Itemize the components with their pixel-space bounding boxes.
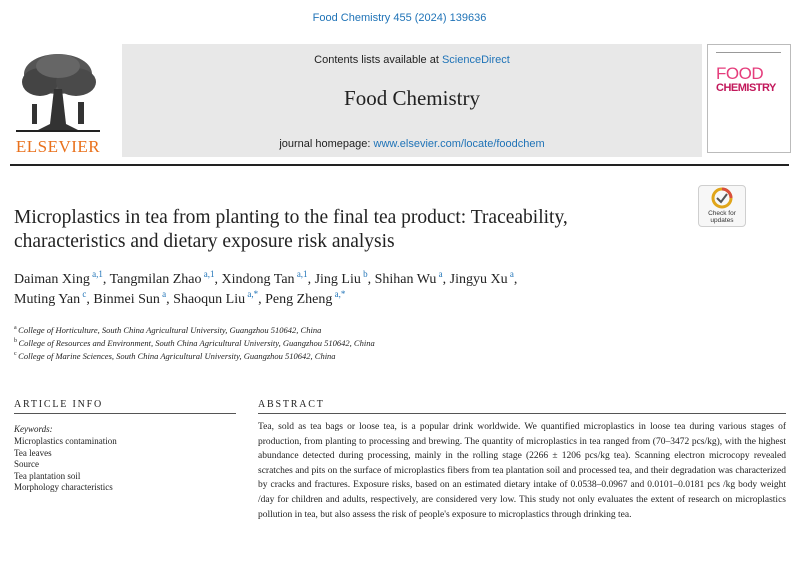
sciencedirect-link[interactable]: ScienceDirect (441, 54, 510, 66)
affiliation-marker: c (14, 351, 19, 357)
header-divider (10, 164, 789, 166)
article-info-rule (14, 413, 236, 414)
keyword-item: Tea leaves (14, 447, 52, 458)
keywords-label: Keywords: (14, 424, 53, 434)
elsevier-logo[interactable] (10, 44, 118, 157)
article-title: Microplastics in tea from planting to the final tea product: Traceability, characteristics and dietary exposure risk analysis (14, 207, 568, 252)
affiliation-list (14, 324, 714, 363)
author-affiliation-marker[interactable]: a,1 (201, 269, 215, 279)
homepage-prefix: journal homepage: (279, 138, 374, 150)
author-affiliation-marker[interactable]: a,1 (294, 269, 308, 279)
affiliation-marker: a (14, 325, 19, 331)
cover-title-line1: FOOD (716, 64, 764, 83)
author-name[interactable]: Xindong Tan (221, 272, 295, 287)
author-affiliation-marker[interactable]: a (436, 269, 443, 279)
affiliation-text: College of Horticulture, South China Agricultural University, Guangzhou 510642, China (18, 325, 322, 335)
journal-citation[interactable]: Food Chemistry 455 (2024) 139636 (312, 12, 487, 24)
author-affiliation-marker[interactable]: a,1 (89, 269, 103, 279)
publisher-wordmark: ELSEVIER (15, 137, 101, 156)
journal-homepage-link[interactable]: www.elsevier.com/locate/foodchem (373, 138, 545, 150)
author-name[interactable]: Binmei Sun (93, 292, 160, 307)
cover-title-line2: CHEMISTRY (716, 82, 776, 94)
keyword-list (14, 436, 117, 494)
abstract-text: Tea, sold as tea bags or loose tea, is a popular drink worldwide. We quantified microplastics in loose tea during various stages of production, from planting to processing and brewing. The quantity of microplastics in tea ranged from (70–3472 pcs/kg), with the highest abundance detected during processing, mainly in the rolling stage (2266 ± 1206 pcs/kg tea). Scanning electron microcopy revealed scratches and pits on the surface of microplastics fibers from tea plantation soil and processed tea, and their degradation was characterized by cracks and fractures. Exposure risks, based on an estimated dietary intake of 0.0538–0.0967 and 0.0101–0.0181 pcs /kg body weight /day for children and adults, respectively, are considered very low. This study not only evaluates the extent of research on microplastics pollution in tea, but also assess the risk of people's exposure to microplastics through drinking tea. (258, 422, 786, 520)
article-info-heading: ARTICLE INFO (14, 399, 104, 410)
cover-rule (716, 52, 781, 53)
check-updates-icon (699, 186, 745, 210)
keyword-item: Microplastics contamination (14, 436, 117, 446)
author-name[interactable]: Peng Zheng (265, 292, 333, 307)
affiliation-marker: b (14, 338, 19, 344)
affiliation-line (14, 350, 714, 363)
check-for-updates-button[interactable] (698, 185, 746, 227)
author-affiliation-marker[interactable]: a (159, 289, 167, 299)
author-name[interactable]: Muting Yan (14, 292, 81, 307)
keyword-item: Morphology characteristics (14, 482, 113, 492)
check-updates-line2: updates (710, 217, 734, 224)
check-updates-label (699, 210, 745, 224)
affiliation-text: College of Resources and Environment, South China Agricultural University, Guangzhou 510642, China (18, 338, 375, 348)
author-name[interactable]: Jing Liu (314, 272, 361, 287)
keyword-item: Tea plantation soil (14, 470, 81, 481)
author-name[interactable]: Daiman Xing (14, 272, 90, 287)
abstract-heading: ABSTRACT (258, 399, 325, 410)
cover-title (716, 65, 786, 94)
journal-header (10, 44, 789, 157)
author-name[interactable]: Jingyu Xu (449, 272, 508, 287)
author-name[interactable]: Shaoqun Liu (173, 292, 246, 307)
author-list: Daiman Xing $^{a,1}$, Tangmilan Zhao $^{a,1}$, Xindong Tan $^{a,1}$, Jing Liu $^b$, Shihan Wu $^a$, Jingyu Xu $^a$, Muting Yan $^c$, Binmei Sun $^a$, Shaoqun Liu $^{a,*}$, Peng Zheng $^{a,*}$ (14, 269, 518, 307)
author-affiliation-marker[interactable]: a (507, 269, 514, 279)
author-affiliation-marker[interactable]: a,* (245, 289, 259, 299)
journal-title: Food Chemistry (344, 86, 480, 110)
abstract-rule (258, 413, 786, 414)
author-name[interactable]: Tangmilan Zhao (109, 272, 202, 287)
journal-cover-thumbnail[interactable] (707, 44, 791, 153)
affiliation-text: College of Marine Sciences, South China Agricultural University, Guangzhou 510642, China (18, 351, 336, 361)
keyword-item: Source (14, 459, 39, 469)
author-affiliation-marker[interactable]: c (80, 289, 87, 299)
check-updates-line1: Check for (708, 210, 736, 217)
author-affiliation-marker[interactable]: a,* (332, 289, 346, 299)
author-affiliation-marker[interactable]: b (360, 269, 368, 279)
elsevier-tree-icon (10, 44, 118, 157)
homepage-line (122, 138, 702, 150)
journal-banner (122, 44, 702, 157)
affiliation-line (14, 337, 714, 350)
contents-line (122, 54, 702, 66)
author-name[interactable]: Shihan Wu (374, 272, 437, 287)
affiliation-line (14, 324, 714, 337)
contents-prefix: Contents lists available at (314, 54, 442, 66)
